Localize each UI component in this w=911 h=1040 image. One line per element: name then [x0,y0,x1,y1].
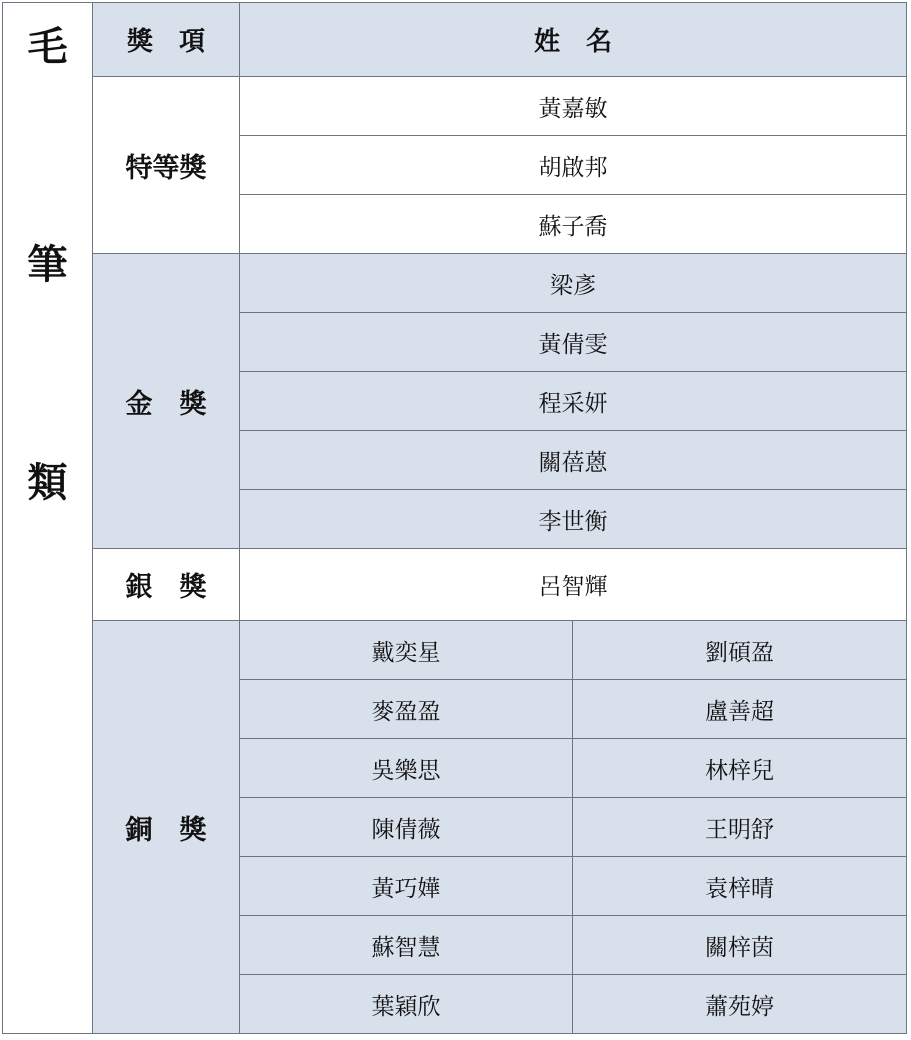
header-name: 姓 名 [240,3,907,77]
name-cell: 麥盈盈 [240,680,573,739]
awards-table [2,2,907,1034]
name-cell: 袁梓晴 [573,857,907,916]
header-row [3,3,907,77]
name-cell: 程采妍 [240,372,907,431]
name-cell: 胡啟邦 [240,136,907,195]
category-cell [3,3,93,1034]
header-award: 獎 項 [93,3,240,77]
name-cell: 黃嘉敏 [240,77,907,136]
award-silver: 銀 獎 [93,549,240,621]
name-cell: 李世衡 [240,490,907,549]
table-row [3,621,907,680]
name-cell: 盧善超 [573,680,907,739]
name-cell: 蕭苑婷 [573,975,907,1034]
award-bronze: 銅 獎 [93,621,240,1034]
name-cell: 林梓兒 [573,739,907,798]
name-cell: 蘇子喬 [240,195,907,254]
name-cell: 王明舒 [573,798,907,857]
name-cell: 陳倩薇 [240,798,573,857]
award-gold: 金 獎 [93,254,240,549]
name-cell: 關蓓蒽 [240,431,907,490]
table-row [3,549,907,621]
category-char-1: 毛 [27,23,68,70]
award-special: 特等獎 [93,77,240,254]
category-char-3: 類 [27,459,68,506]
name-cell: 呂智輝 [240,549,907,621]
name-cell: 關梓茵 [573,916,907,975]
name-cell: 葉穎欣 [240,975,573,1034]
name-cell: 黃倩雯 [240,313,907,372]
name-cell: 劉碩盈 [573,621,907,680]
category-char-2: 筆 [27,241,68,288]
name-cell: 吳樂思 [240,739,573,798]
name-cell: 戴奕星 [240,621,573,680]
name-cell: 黃巧嬅 [240,857,573,916]
name-cell: 蘇智慧 [240,916,573,975]
table-row [3,77,907,136]
table-row [3,254,907,313]
name-cell: 梁彥 [240,254,907,313]
